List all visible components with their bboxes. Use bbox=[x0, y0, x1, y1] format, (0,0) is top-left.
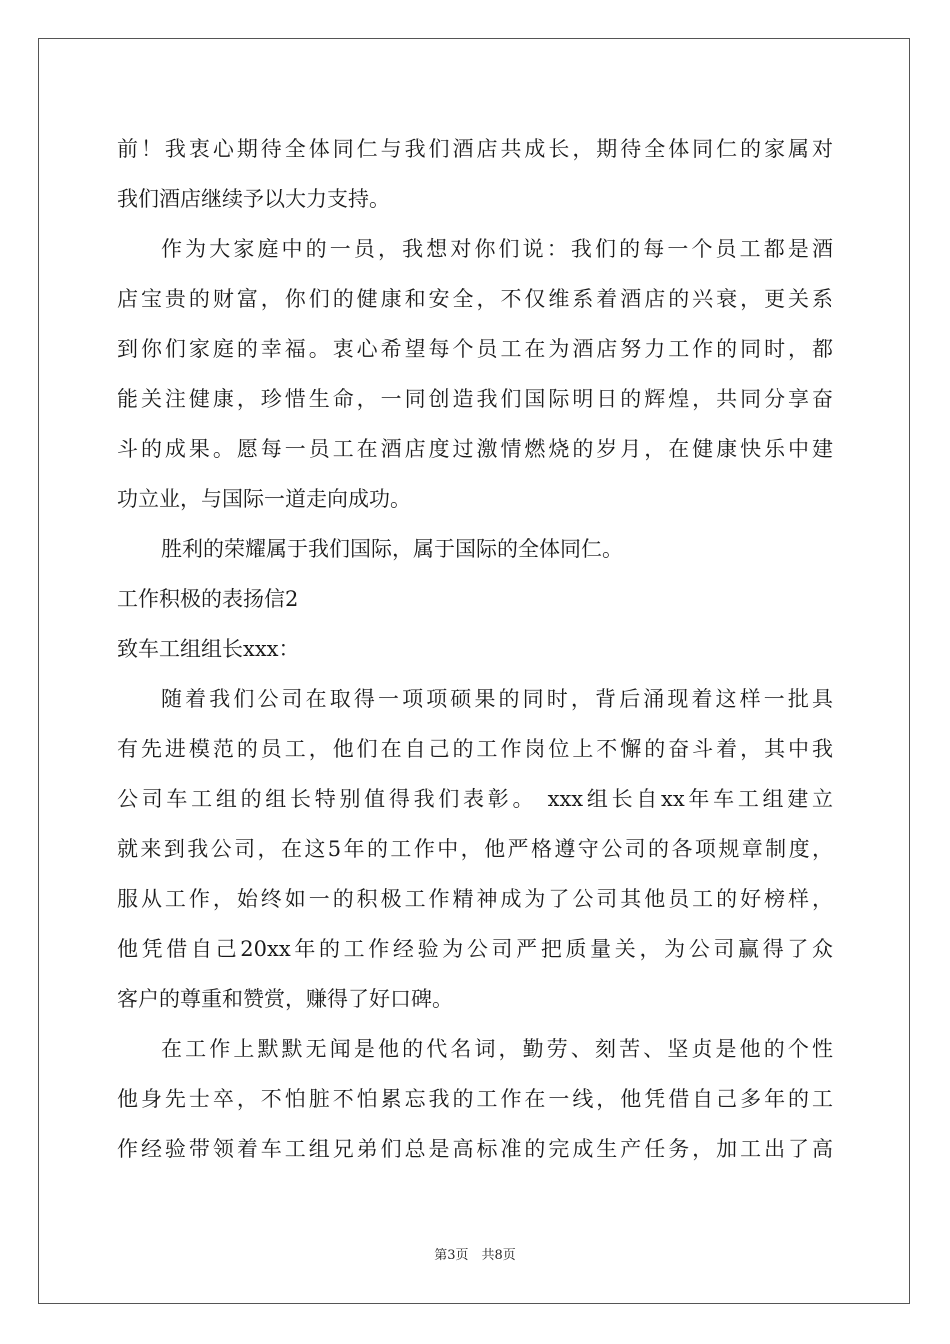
text-line: 有先进模范的员工，他们在自己的工作岗位上不懈的奋斗着，其中我 bbox=[117, 737, 833, 761]
text-line: 他凭借自己20xx年的工作经验为公司严把质量关，为公司赢得了众 bbox=[117, 937, 833, 961]
text-line: 就来到我公司，在这5年的工作中，他严格遵守公司的各项规章制度， bbox=[117, 837, 833, 861]
text-line: 服从工作，始终如一的积极工作精神成为了公司其他员工的好榜样， bbox=[117, 887, 833, 911]
text-line: 胜利的荣耀属于我们国际，属于国际的全体同仁。 bbox=[161, 537, 623, 561]
text-line: 客户的尊重和赞赏，赚得了好口碑。 bbox=[117, 987, 453, 1011]
text-line: 能关注健康，珍惜生命，一同创造我们国际明日的辉煌，共同分享奋 bbox=[117, 387, 833, 411]
text-line: 随着我们公司在取得一项项硕果的同时，背后涌现着这样一批具 bbox=[161, 687, 833, 711]
text-line: 前！我衷心期待全体同仁与我们酒店共成长，期待全体同仁的家属对 bbox=[117, 137, 833, 161]
text-line: 功立业，与国际一道走向成功。 bbox=[117, 487, 411, 511]
text-line: 作为大家庭中的一员，我想对你们说：我们的每一个员工都是酒 bbox=[161, 237, 833, 261]
text-line: 到你们家庭的幸福。衷心希望每个员工在为酒店努力工作的同时，都 bbox=[117, 337, 833, 361]
text-line: 他身先士卒，不怕脏不怕累忘我的工作在一线，他凭借自己多年的工 bbox=[117, 1087, 833, 1111]
text-line: 公司车工组的组长特别值得我们表彰。 xxx组长自xx年车工组建立 bbox=[117, 787, 833, 811]
text-line: 店宝贵的财富，你们的健康和安全，不仅维系着酒店的兴衰，更关系 bbox=[117, 287, 833, 311]
salutation: 致车工组组长xxx： bbox=[117, 637, 300, 661]
text-line: 斗的成果。愿每一员工在酒店度过激情燃烧的岁月，在健康快乐中建 bbox=[117, 437, 833, 461]
page-number-footer: 第3页 共8页 bbox=[434, 1248, 516, 1263]
text-line: 我们酒店继续予以大力支持。 bbox=[117, 187, 390, 211]
document-body bbox=[117, 124, 833, 1174]
section-title: 工作积极的表扬信2 bbox=[117, 587, 299, 611]
text-line: 作经验带领着车工组兄弟们总是高标准的完成生产任务，加工出了高 bbox=[117, 1137, 833, 1161]
text-line: 在工作上默默无闻是他的代名词，勤劳、刻苦、坚贞是他的个性 bbox=[161, 1037, 833, 1061]
